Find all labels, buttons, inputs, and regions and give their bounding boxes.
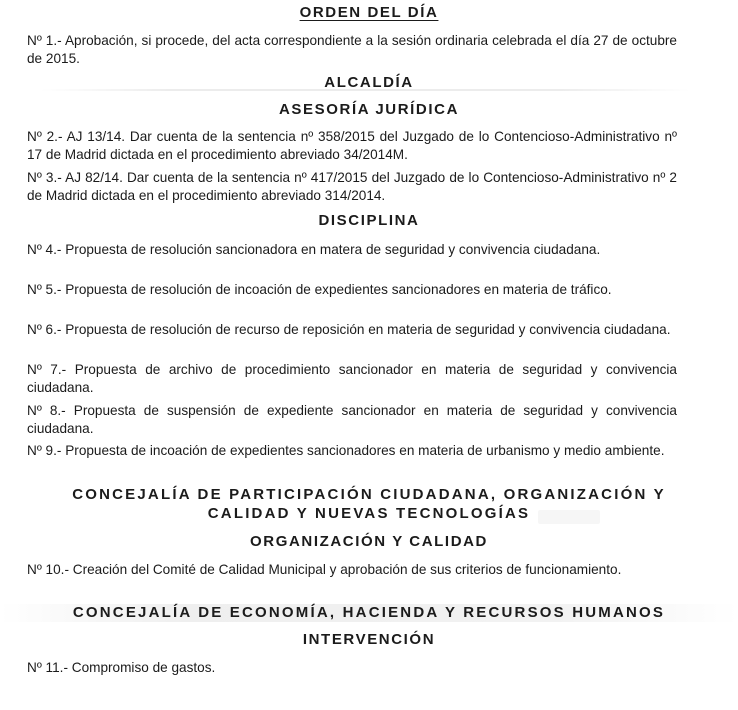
item-number: Nº 8.- [27,403,66,418]
subsection-heading-intervencion: INTERVENCIÓN [302,631,436,648]
subsection-heading-organizacion: ORGANIZACIÓN Y CALIDAD [250,533,488,550]
section-heading-line-1: CONCEJALÍA DE PARTICIPACIÓN CIUDADANA, ORGANIZACIÓN Y [72,486,666,503]
item-number: Nº 5.- [27,282,62,297]
item-number: Nº 9.- [27,443,62,458]
item-text: Creación del Comité de Calidad Municipal y aprobación de sus criterios de funcionamiento. [72,562,622,577]
scan-artifact-smudge [538,510,600,524]
section-heading-economia: CONCEJALÍA DE ECONOMÍA, HACIENDA Y RECURSOS HUMANOS [0,604,738,622]
item-number: Nº 11.- [27,660,68,675]
section-heading-line-2: CALIDAD Y NUEVAS TECNOLOGÍAS [207,505,531,522]
document-title-text: ORDEN DEL DÍA [299,4,439,21]
agenda-item-7 [27,361,677,396]
section-heading-alcaldia: ALCALDÍA [324,74,414,91]
agenda-item-1 [27,32,677,67]
item-text: Propuesta de archivo de procedimiento sancionador en materia de seguridad y convivencia ciudadana. [27,362,677,395]
agenda-item-6 [27,321,677,339]
agenda-item-10 [27,561,677,579]
item-number: Nº 7.- [27,362,67,377]
item-number: Nº 1.- [27,33,62,48]
item-text: Propuesta de resolución sancionadora en matera de seguridad y convivencia ciudadana. [65,242,601,257]
item-number: Nº 3.- [27,170,62,185]
item-number: Nº 10.- [27,562,69,577]
item-number: Nº 6.- [27,322,62,337]
item-text: Propuesta de resolución de incoación de expedientes sancionadores en materia de tráfico. [65,282,612,297]
item-number: Nº 4.- [27,242,62,257]
subsection-heading-asesoria-juridica: ASESORÍA JURÍDICA [279,101,459,118]
item-text: AJ 13/14. Dar cuenta de la sentencia nº 358/2015 del Juzgado de lo Contencioso-Administrativo nº 17 de Madrid dictada en el procedimiento abreviado 34/2014M. [27,129,677,162]
agenda-item-4 [27,241,677,259]
item-text: Aprobación, si procede, del acta correspondiente a la sesión ordinaria celebrada el día 27 de octubre de 2015. [27,33,677,66]
item-number: Nº 2.- [27,129,63,144]
agenda-item-2 [27,128,677,163]
subsection-heading-disciplina: DISCIPLINA [318,212,420,229]
agenda-item-8 [27,402,677,437]
item-text: Propuesta de incoación de expedientes sancionadores en materia de urbanismo y medio ambiente. [65,443,665,458]
agenda-item-11 [27,659,677,677]
agenda-item-3 [27,169,677,204]
item-text: Compromiso de gastos. [71,660,216,675]
agenda-item-9 [27,442,677,460]
item-text: AJ 82/14. Dar cuenta de la sentencia nº 417/2015 del Juzgado de lo Contencioso-Administrativo nº 2 de Madrid dictada en el procedimiento abreviado 314/2014. [27,170,677,203]
item-text: Propuesta de suspensión de expediente sancionador en materia de seguridad y convivencia ciudadana. [27,403,677,436]
agenda-item-5 [27,281,677,299]
document-title [0,4,738,22]
item-text: Propuesta de resolución de recurso de reposición en materia de seguridad y convivencia ciudadana. [65,322,671,337]
